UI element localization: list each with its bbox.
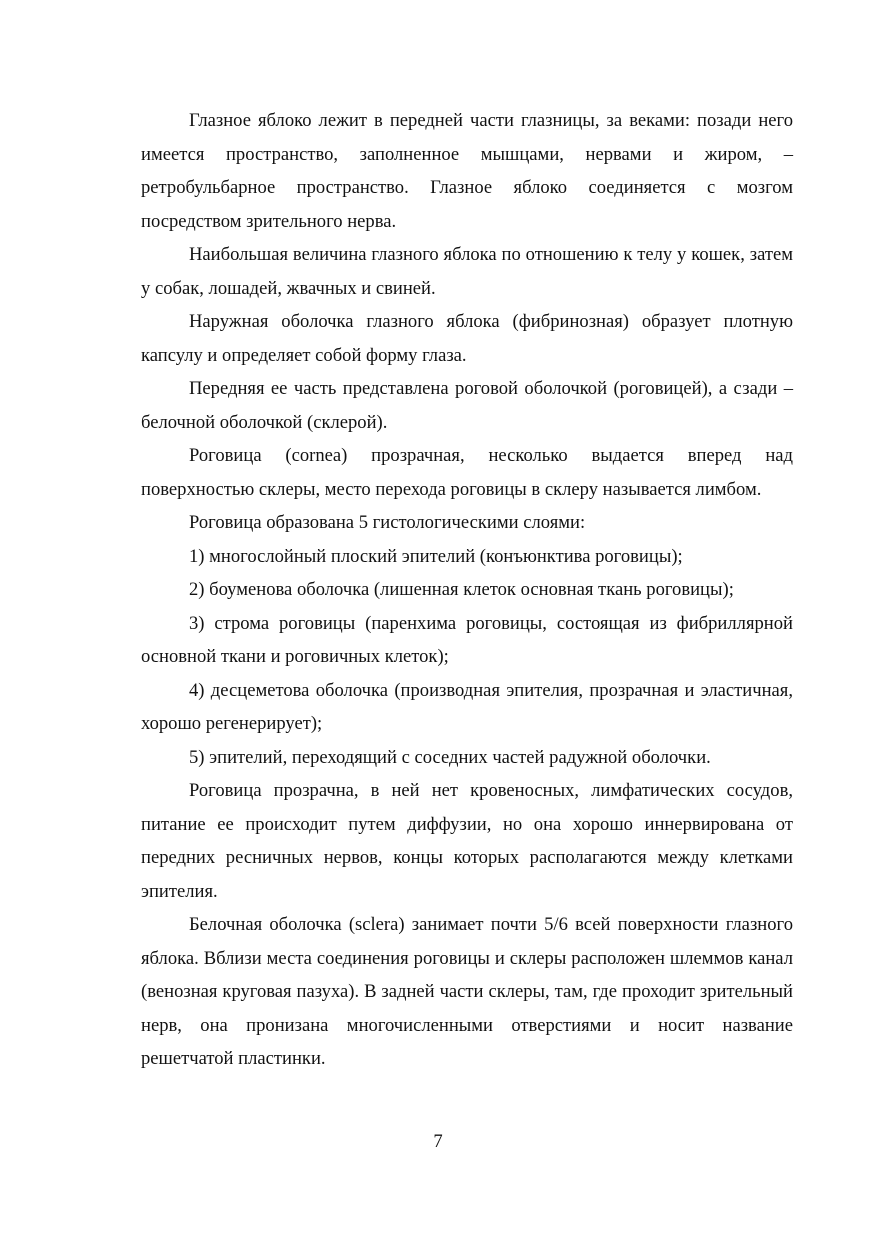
paragraph-eyeball-size: Наибольшая величина глазного яблока по отношению к телу у кошек, затем у собак, лошадей, жвачных и свиней. — [141, 244, 793, 299]
paragraph-sclera: Белочная оболочка (sclera) занимает почти 5/6 всей поверхности глазного яблока. Вблизи места соединения роговицы и склеры расположен шлеммов канал (венозная круговая пазуха). В задней части склеры, там, где проходит зрительный нерв, она пронизана многочисленными отверстиями и носит название решетчатой пластинки. — [141, 914, 793, 1069]
paragraph-eyeball-location: Глазное яблоко лежит в передней части глазницы, за веками: позади него имеется пространство, заполненное мышцами, нервами и жиром, – ретробульбарное пространство. Глазное яблоко соединяется с мозгом посредством зрительного нерва. — [141, 110, 793, 232]
list-item-layer-4: 4) десцеметова оболочка (производная эпителия, прозрачная и эластичная, хорошо регенерирует); — [141, 679, 793, 734]
page-number: 7 — [433, 1131, 443, 1152]
list-item-layer-2: 2) боуменова оболочка (лишенная клеток основная ткань роговицы); — [189, 579, 734, 600]
paragraph-cornea-layers-intro: Роговица образована 5 гистологическими слоями: — [189, 512, 586, 533]
list-item-layer-5: 5) эпителий, переходящий с соседних частей радужной оболочки. — [189, 746, 711, 768]
list-item-layer-1: 1) многослойный плоский эпителий (конъюнктива роговицы); — [189, 545, 683, 567]
body-text — [141, 104, 793, 1076]
paragraph-front-back: Передняя ее часть представлена роговой оболочкой (роговицей), а сзади – белочной оболочкой (склерой). — [141, 378, 793, 433]
paragraph-outer-layer: Наружная оболочка глазного яблока (фибринозная) образует плотную капсулу и определяет собой форму глаза. — [141, 311, 793, 366]
paragraph-cornea: Роговица (cornea) прозрачная, несколько выдается вперед над поверхностью склеры, место перехода роговицы в склеру называется лимбом. — [141, 445, 793, 500]
paragraph-cornea-transparency: Роговица прозрачна, в ней нет кровеносных, лимфатических сосудов, питание ее происходит путем диффузии, но она хорошо иннервирована от передних ресничных нервов, концы которых располагаются между клетками эпителия. — [141, 780, 793, 902]
list-item-layer-3: 3) строма роговицы (паренхима роговицы, состоящая из фибриллярной основной ткани и роговичных клеток); — [141, 612, 793, 667]
